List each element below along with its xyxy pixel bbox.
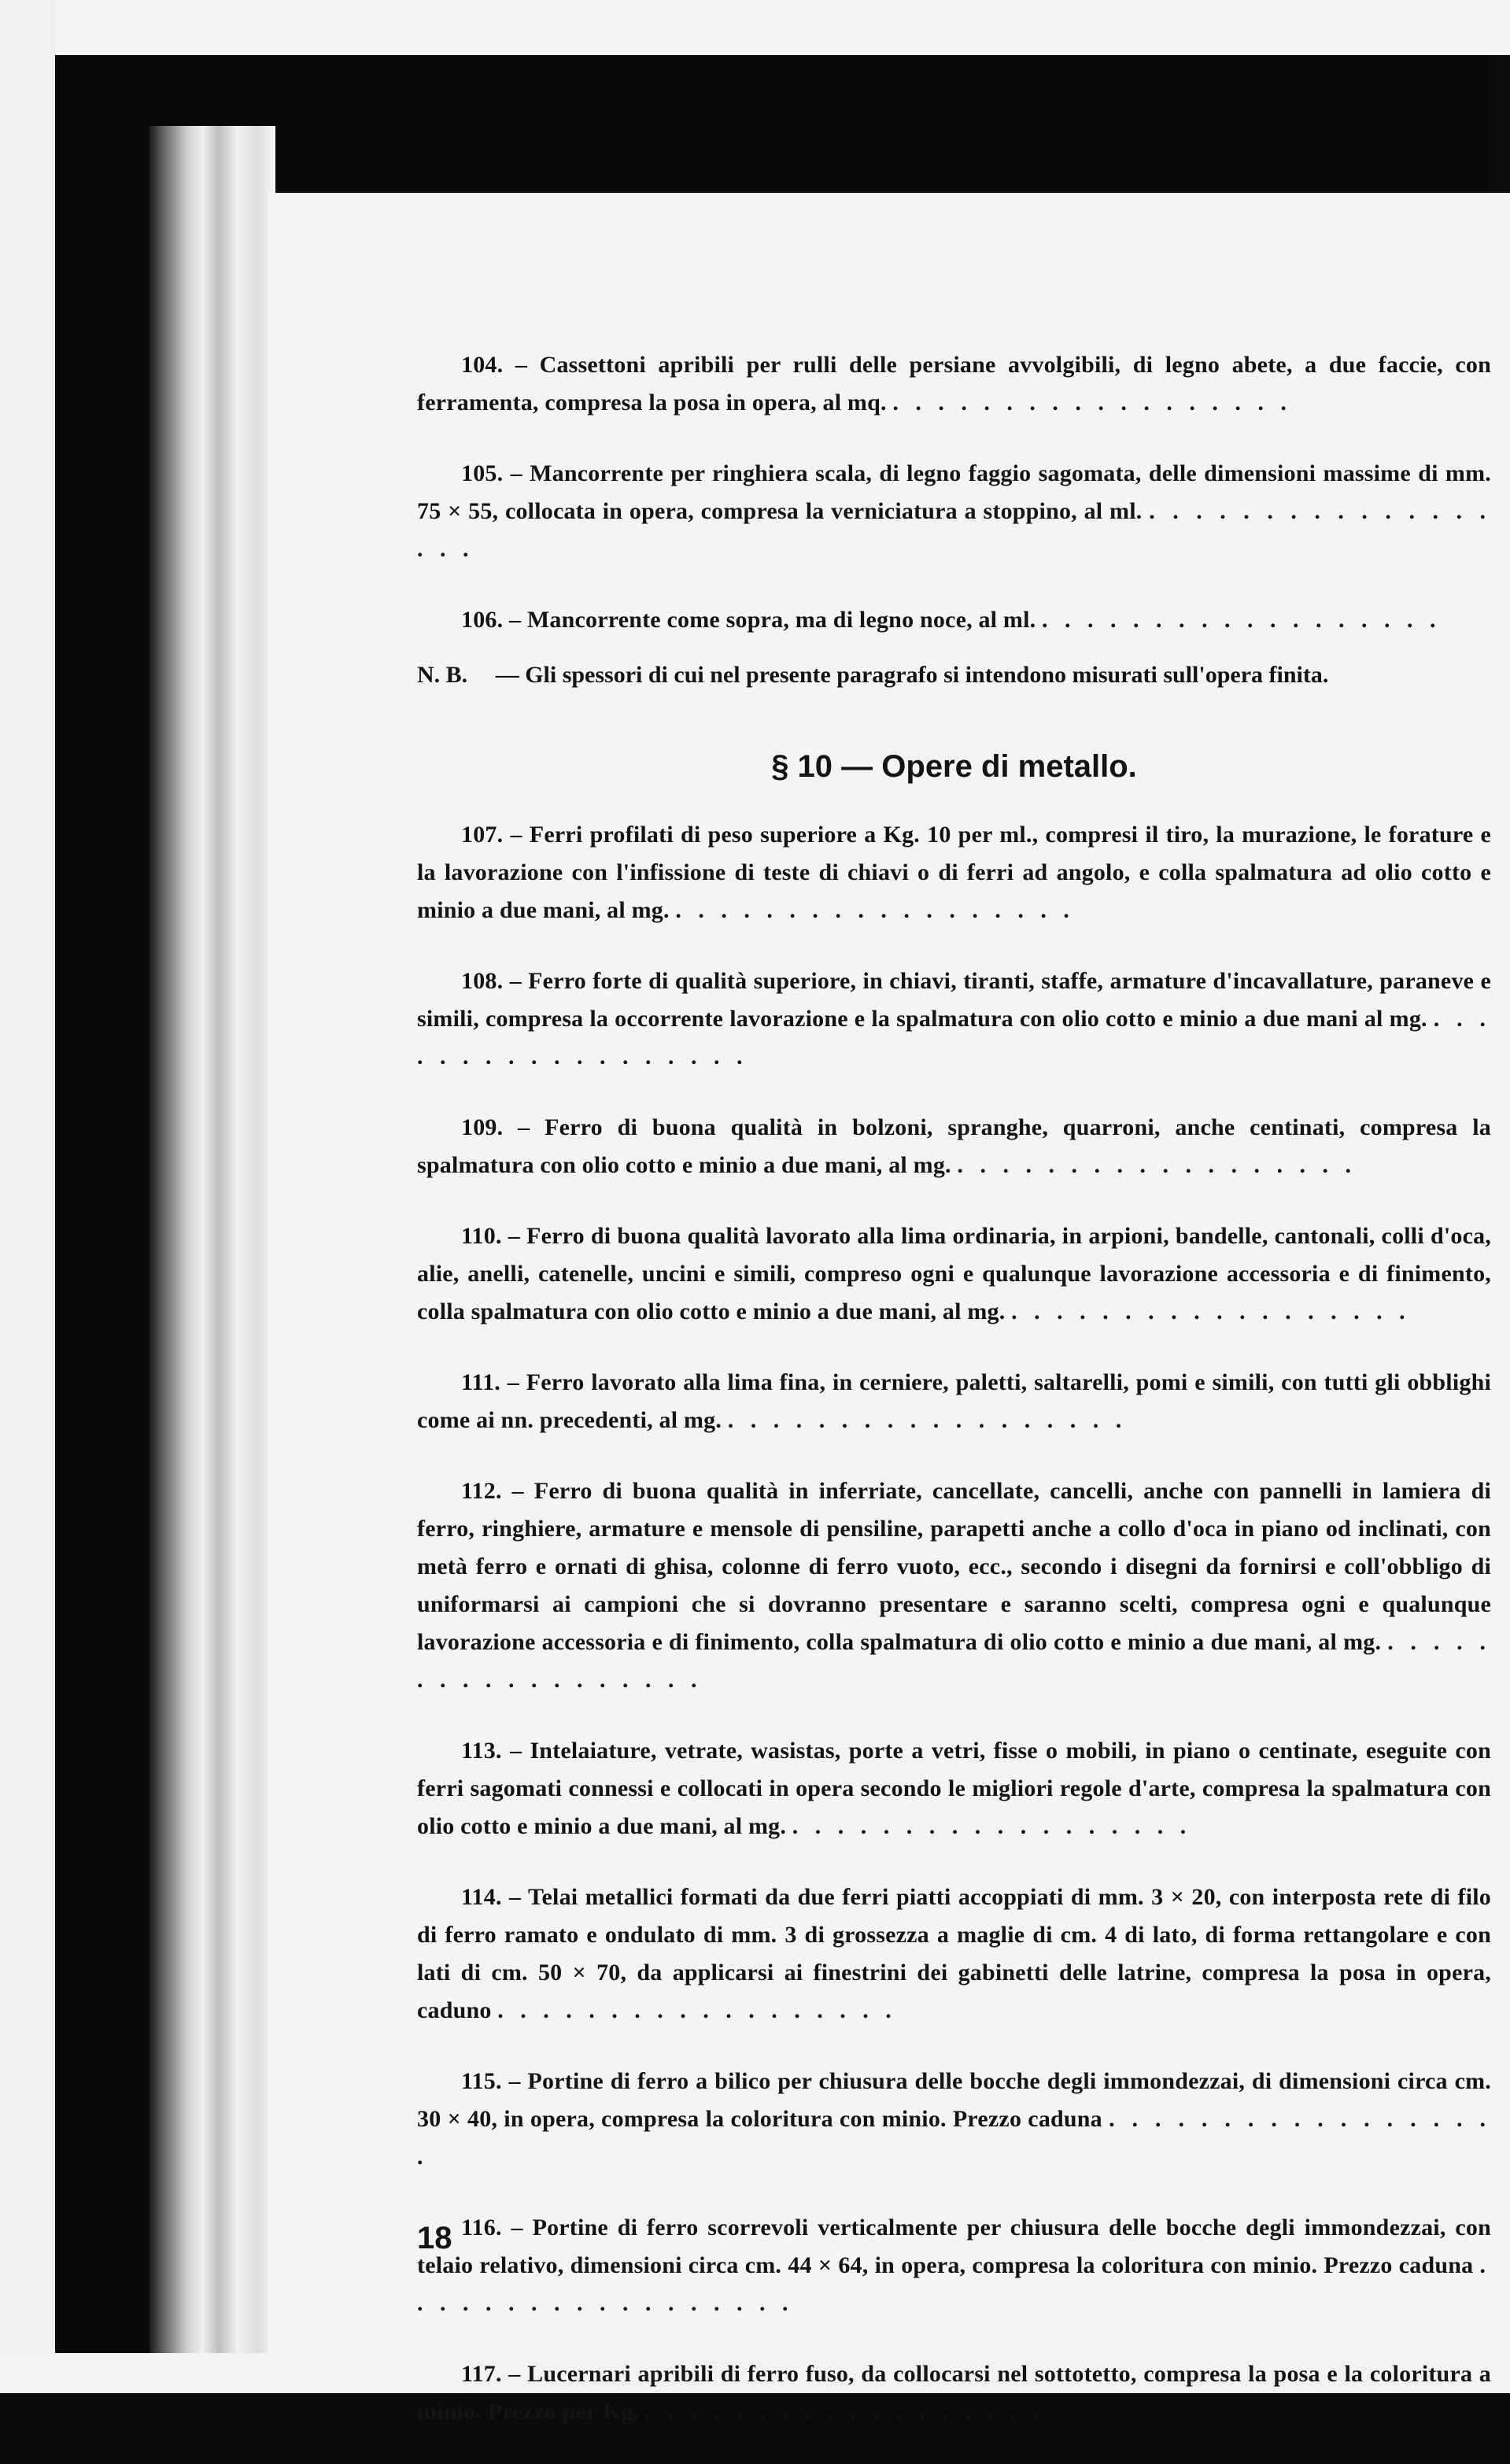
entry-text: – Portine di ferro a bilico per chiusura delle bocche degli immondezzai, di dimensioni circa cm. 30 × 40, in opera, compresa la coloritura con minio. Prezzo caduna — [417, 2068, 1491, 2132]
nota-bene-text: — Gli spessori di cui nel presente paragrafo si intendono misurati sull'opera finita. — [495, 662, 1329, 688]
leader-dots: . . . . . . . . . . . . . . . . . . — [892, 390, 1292, 416]
leader-dots: . . . . . . . . . . . . . . . . . . — [727, 1407, 1128, 1433]
entry-text: – Ferro forte di qualità superiore, in chiavi, tiranti, staffe, armature d'incavallature, paraneve e simili, compresa la occorrente lavorazione e la spalmatura con olio cotto e minio a due mani al mg. — [417, 968, 1491, 1032]
section-title: § 10 — Opere di metallo. — [771, 749, 1137, 784]
entry-text: – Intelaiature, vetrate, wasistas, porte a vetri, fisse o mobili, in piano o centinate, eseguite con ferri sagomati connessi e collocati in opera secondo le migliori regole d'arte, compresa la spalmatura con olio cotto e minio a due mani, al mg. — [417, 1738, 1491, 1839]
entry-text: – Ferri profilati di peso superiore a Kg. 10 per ml., compresi il tiro, la murazione, le forature e la lavorazione con l'infissione di teste di chiavi o di ferri ad angolo, e colla spalmatura ad olio cotto e minio a due mani, al mg. — [417, 822, 1491, 923]
leader-dots: . . . . . . . . . . . . . . . . . . — [675, 897, 1075, 923]
entry-text: – Portine di ferro scorrevoli verticalmente per chiusura delle bocche degli immondezzai, con telaio relativo, dimensioni circa cm. 44 × 64, in opera, compresa la coloritura con minio. Prezzo caduna — [417, 2215, 1491, 2278]
entry-117 — [417, 2355, 1491, 2431]
entry-text: – Mancorrente come sopra, ma di legno noce, al ml. — [509, 607, 1036, 633]
entry-text: – Telai metallici formati da due ferri piatti accoppiati di mm. 3 × 20, con interposta rete di filo di ferro ramato e ondulato di mm. 3 di grossezza a maglie di cm. 4 di lato, di forma rettangolare e con lati di cm. 50 × 70, da applicarsi ai finestrini dei gabinetti delle latrine, compresa la posa in opera, caduno — [417, 1884, 1491, 2023]
entry-number: 106. — [461, 607, 504, 633]
scan-corner-shadow — [1487, 55, 1510, 193]
entry-number: 117. — [461, 2361, 502, 2387]
leader-dots: . . . . . . . . . . . . . . . . . . — [417, 1006, 1492, 1069]
entry-number: 111. — [461, 1369, 500, 1395]
leader-dots: . . . . . . . . . . . . . . . . . . — [1042, 607, 1442, 633]
leader-dots: . . . . . . . . . . . . . . . . . . — [792, 1813, 1192, 1839]
book-spine — [150, 126, 275, 2353]
entry-text: – Mancorrente per ringhiera scala, di legno faggio sagomata, delle dimensioni massime di mm. 75 × 55, collocata in opera, compresa la verniciatura a stoppino, al ml. — [417, 460, 1491, 524]
entry-112 — [417, 1472, 1491, 1699]
entry-111 — [417, 1364, 1491, 1439]
entry-113 — [417, 1732, 1491, 1845]
entry-105 — [417, 455, 1491, 568]
entry-106 — [417, 601, 1491, 639]
entry-114 — [417, 1878, 1491, 2030]
entry-text: – Lucernari apribili di ferro fuso, da collocarsi nel sottotetto, compresa la posa e la coloritura a minio. Prezzo per Kg. — [417, 2361, 1491, 2425]
leader-dots: . . . . . . . . . . . . . . . . . . — [497, 1997, 897, 2023]
entry-number: 116. — [461, 2215, 502, 2241]
entry-text: – Ferro di buona qualità in inferriate, cancellate, cancelli, anche con pannelli in lamiera di ferro, ringhiere, armature e mensole di pensiline, parapetti anche a collo d'oca in piano od inclinati, con metà ferro e ornati di ghisa, colonne di ferro vuoto, ecc., secondo i disegni da fornirsi e coll'obbligo di uniformarsi ai campioni che si dovranno presentare e saranno scelti, compresa ogni e qualunque lavorazione accessoria e di finimento, colla spalmatura di olio cotto e minio a due mani, al mg. — [417, 1478, 1491, 1655]
nota-bene — [417, 656, 1491, 694]
entry-number: 113. — [461, 1738, 502, 1764]
entry-number: 112. — [461, 1478, 502, 1504]
entry-number: 108. — [461, 968, 504, 994]
scan-border-left — [0, 0, 55, 2393]
entry-number: 105. — [461, 460, 504, 486]
nota-bene-label: N. B. — [417, 662, 468, 688]
leader-dots: . . . . . . . . . . . . . . . . . . — [417, 2252, 1491, 2316]
entry-number: 109. — [461, 1114, 504, 1140]
entry-104 — [417, 346, 1491, 422]
leader-dots: . . . . . . . . . . . . . . . . . . — [417, 498, 1492, 562]
leader-dots: . . . . . . . . . . . . . . . . . . — [644, 2399, 1045, 2425]
leader-dots: . . . . . . . . . . . . . . . . . . — [1011, 1298, 1411, 1324]
entry-number: 110. — [461, 1223, 502, 1249]
entry-108 — [417, 962, 1491, 1076]
entry-number: 114. — [461, 1884, 502, 1910]
leader-dots: . . . . . . . . . . . . . . . . . . — [417, 2106, 1491, 2170]
entry-text: – Cassettoni apribili per rulli delle persiane avvolgibili, di legno abete, a due faccie, con ferramenta, compresa la posa in opera, al mq. — [417, 352, 1491, 416]
entry-110 — [417, 1217, 1491, 1331]
scan-border-top — [0, 0, 1510, 55]
leader-dots: . . . . . . . . . . . . . . . . . . — [957, 1152, 1357, 1178]
entries-group-metal — [417, 816, 1491, 2431]
entry-115 — [417, 2063, 1491, 2176]
entry-107 — [417, 816, 1491, 929]
entry-text: – Ferro di buona qualità in bolzoni, spranghe, quarroni, anche centinati, compresa la spalmatura con olio cotto e minio a due mani, al mg. — [417, 1114, 1491, 1178]
entry-number: 115. — [461, 2068, 502, 2094]
page-number: 18 — [417, 2221, 452, 2255]
entry-109 — [417, 1109, 1491, 1184]
entries-group-carpentry — [417, 346, 1491, 639]
entry-text: – Ferro lavorato alla lima fina, in cerniere, paletti, saltarelli, pomi e simili, con tutti gli obblighi come ai nn. precedenti, al mg. — [417, 1369, 1491, 1433]
entry-number: 107. — [461, 822, 504, 848]
page-content — [417, 346, 1491, 2464]
entry-number: 104. — [461, 352, 504, 378]
entry-116 — [417, 2209, 1491, 2322]
leader-dots: . . . . . . . . . . . . . . . . . . — [417, 1629, 1492, 1693]
entry-text: – Ferro di buona qualità lavorato alla lima ordinaria, in arpioni, bandelle, cantonali, colli d'oca, alie, anelli, catenelle, uncini e simili, compreso ogni e qualunque lavorazione accessoria e di finimento, colla spalmatura con olio cotto e minio a due mani, al mg. — [417, 1223, 1492, 1324]
